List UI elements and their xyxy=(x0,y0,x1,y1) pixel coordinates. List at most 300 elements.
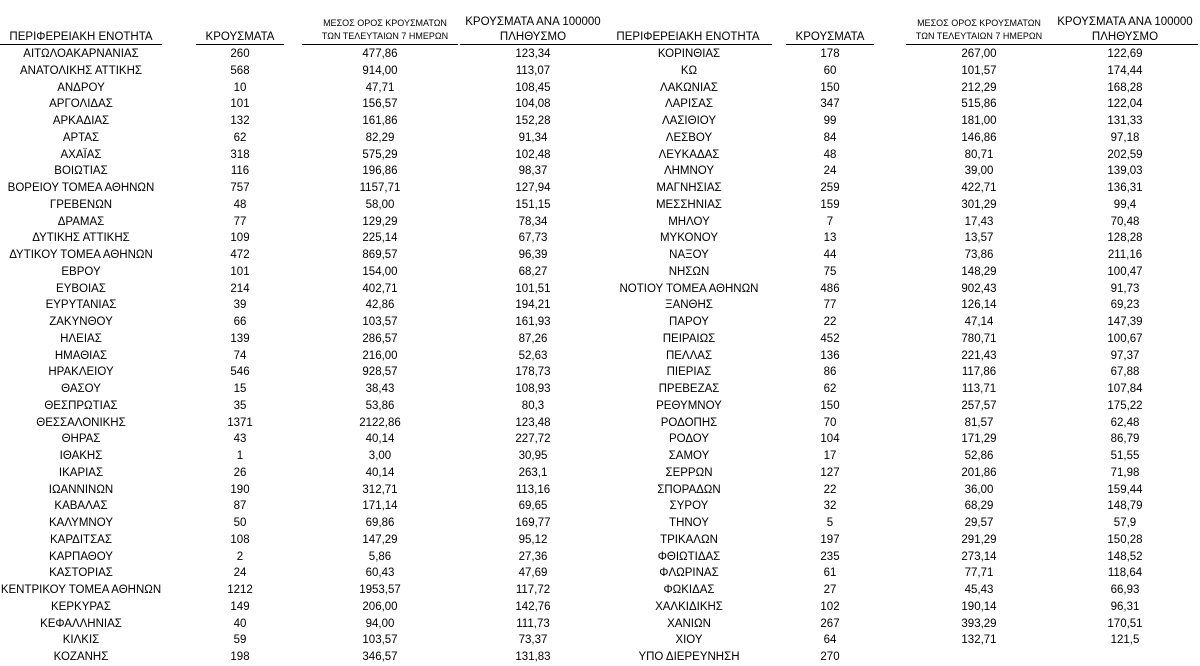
right-cases-cell: 24 xyxy=(823,165,837,178)
header-divider xyxy=(0,44,162,45)
right-region-cell: ΞΑΝΘΗΣ xyxy=(665,299,713,312)
left-region-cell: ΔΥΤΙΚΟΥ ΤΟΜΕΑ ΑΘΗΝΩΝ xyxy=(9,249,153,261)
table-row xyxy=(0,80,1200,97)
table-row xyxy=(0,616,1200,633)
right-per100k-cell: 175,22 xyxy=(1107,399,1143,412)
table-row xyxy=(0,180,1200,197)
right-region-cell: ΛΗΜΝΟΥ xyxy=(663,165,715,178)
right-per100k-cell: 97,18 xyxy=(1110,131,1140,144)
right-avg-cell: 68,29 xyxy=(964,500,994,513)
header-per100k-left-line2: ΠΛΗΘΥΣΜΟ xyxy=(499,31,567,43)
left-region-cell: ΙΚΑΡΙΑΣ xyxy=(58,466,104,479)
header-divider xyxy=(196,44,284,45)
left-cases-cell: 757 xyxy=(230,182,250,194)
right-avg-cell: 81,57 xyxy=(964,416,994,429)
right-region-cell: ΛΑΣΙΘΙΟΥ xyxy=(661,115,717,127)
left-cases-cell: 108 xyxy=(230,533,250,546)
right-region-cell: ΠΕΙΡΑΙΩΣ xyxy=(662,332,716,345)
left-region-cell: ΒΟΙΩΤΙΑΣ xyxy=(54,165,108,178)
left-region-cell: ΑΝΑΤΟΛΙΚΗΣ ΑΤΤΙΚΗΣ xyxy=(19,64,142,77)
left-avg-cell: 402,71 xyxy=(362,282,398,295)
left-avg-cell: 69,86 xyxy=(365,517,395,529)
header-cases-left: ΚΡΟΥΣΜΑΤΑ xyxy=(205,31,275,43)
left-region-cell: ΙΩΑΝΝΙΝΩΝ xyxy=(48,483,114,496)
header-divider xyxy=(460,44,606,45)
table-row xyxy=(0,498,1200,515)
left-cases-cell: 260 xyxy=(230,48,250,60)
left-region-cell: ΕΥΡΥΤΑΝΙΑΣ xyxy=(45,299,117,312)
right-avg-cell: 181,00 xyxy=(961,115,997,127)
right-per100k-cell: 131,33 xyxy=(1107,115,1143,127)
right-avg-cell: 422,71 xyxy=(961,182,997,194)
left-per100k-cell: 102,48 xyxy=(515,148,551,161)
right-region-cell: ΝΑΞΟΥ xyxy=(669,249,709,261)
table-row xyxy=(0,197,1200,214)
header-avg-right-line2: ΤΩΝ ΤΕΛΕΥΤΑΙΩΝ 7 ΗΜΕΡΩΝ xyxy=(915,31,1043,41)
table-row xyxy=(0,247,1200,264)
table-row xyxy=(0,565,1200,582)
right-per100k-cell: 128,28 xyxy=(1107,232,1143,245)
header-per100k-right-line1: ΚΡΟΥΣΜΑΤΑ ΑΝΑ 100000 xyxy=(1057,16,1193,28)
header-divider xyxy=(606,44,772,45)
left-per100k-cell: 78,34 xyxy=(518,215,548,228)
left-cases-cell: 1 xyxy=(236,450,244,462)
left-region-cell: ΚΟΖΑΝΗΣ xyxy=(53,651,109,663)
right-cases-cell: 17 xyxy=(823,450,837,462)
right-avg-cell: 267,00 xyxy=(961,48,997,60)
right-avg-cell: 132,71 xyxy=(961,634,997,647)
left-per100k-cell: 151,15 xyxy=(515,198,551,211)
left-cases-cell: 214 xyxy=(230,282,250,295)
header-region-right: ΠΕΡΙΦΕΡΕΙΑΚΗ ΕΝΟΤΗΤΑ xyxy=(616,31,760,43)
right-per100k-cell: 122,04 xyxy=(1107,98,1143,111)
right-avg-cell: 515,86 xyxy=(961,98,997,111)
left-per100k-cell: 169,77 xyxy=(515,517,551,529)
left-per100k-cell: 96,39 xyxy=(518,249,548,261)
right-cases-cell: 104 xyxy=(820,433,840,446)
table-row xyxy=(0,264,1200,281)
right-per100k-cell: 69,23 xyxy=(1110,299,1140,312)
left-per100k-cell: 68,27 xyxy=(518,265,548,278)
table-row xyxy=(0,113,1200,130)
left-avg-cell: 103,57 xyxy=(362,634,398,647)
right-cases-cell: 486 xyxy=(820,282,840,295)
left-region-cell: ΚΑΡΠΑΘΟΥ xyxy=(49,550,113,563)
left-avg-cell: 154,00 xyxy=(362,265,398,278)
right-region-cell: ΜΥΚΟΝΟΥ xyxy=(659,232,719,245)
table-row xyxy=(0,482,1200,499)
left-avg-cell: 312,71 xyxy=(362,483,398,496)
table-row xyxy=(0,46,1200,63)
left-avg-cell: 869,57 xyxy=(362,249,398,261)
right-per100k-cell: 107,84 xyxy=(1107,383,1143,395)
left-cases-cell: 26 xyxy=(233,466,247,479)
left-per100k-cell: 104,08 xyxy=(515,98,551,111)
right-avg-cell: 52,86 xyxy=(964,450,994,462)
right-cases-cell: 197 xyxy=(820,533,840,546)
table-row xyxy=(0,230,1200,247)
table-row xyxy=(0,448,1200,465)
table-row xyxy=(0,281,1200,298)
right-cases-cell: 48 xyxy=(823,148,837,161)
right-cases-cell: 235 xyxy=(820,550,840,563)
right-avg-cell: 212,29 xyxy=(961,81,997,94)
right-cases-cell: 259 xyxy=(820,182,840,194)
right-cases-cell: 127 xyxy=(820,466,840,479)
left-avg-cell: 60,43 xyxy=(365,567,395,580)
left-cases-cell: 101 xyxy=(230,98,250,111)
left-per100k-cell: 117,72 xyxy=(515,584,551,596)
left-avg-cell: 5,86 xyxy=(368,550,392,563)
right-region-cell: ΝΟΤΙΟΥ ΤΟΜΕΑ ΑΘΗΝΩΝ xyxy=(619,282,759,295)
table-row xyxy=(0,381,1200,398)
header-avg-left-line1: ΜΕΣΟΣ ΟΡΟΣ ΚΡΟΥΣΜΑΤΩΝ xyxy=(323,18,447,28)
left-per100k-cell: 91,34 xyxy=(518,131,548,144)
left-cases-cell: 2 xyxy=(236,550,244,563)
left-avg-cell: 196,86 xyxy=(362,165,398,178)
header-per100k-right-line2: ΠΛΗΘΥΣΜΟ xyxy=(1091,31,1159,43)
left-avg-cell: 94,00 xyxy=(365,617,395,630)
right-region-cell: ΠΡΕΒΕΖΑΣ xyxy=(658,383,720,395)
table-row xyxy=(0,96,1200,113)
right-avg-cell xyxy=(906,649,1052,666)
left-per100k-cell: 30,95 xyxy=(518,450,548,462)
table-row xyxy=(0,348,1200,365)
right-region-cell: ΦΛΩΡΙΝΑΣ xyxy=(659,567,719,580)
right-region-cell: ΣΠΟΡΑΔΩΝ xyxy=(657,483,721,496)
left-avg-cell: 103,57 xyxy=(362,316,398,328)
right-per100k-cell: 66,93 xyxy=(1110,584,1140,596)
left-region-cell: ΚΑΒΑΛΑΣ xyxy=(54,500,108,513)
right-cases-cell: 22 xyxy=(823,316,837,328)
right-cases-cell: 84 xyxy=(823,131,837,144)
left-cases-cell: 116 xyxy=(230,165,250,178)
right-cases-cell: 99 xyxy=(823,115,837,127)
right-avg-cell: 273,14 xyxy=(961,550,997,563)
header-region-left: ΠΕΡΙΦΕΡΕΙΑΚΗ ΕΝΟΤΗΤΑ xyxy=(9,31,153,43)
table-header xyxy=(0,0,1200,46)
table-row xyxy=(0,163,1200,180)
right-region-cell: ΣΕΡΡΩΝ xyxy=(665,466,713,479)
right-avg-cell: 77,71 xyxy=(964,567,994,580)
right-per100k-cell: 67,88 xyxy=(1110,366,1140,379)
left-cases-cell: 39 xyxy=(233,299,247,312)
right-per100k-cell: 70,48 xyxy=(1110,215,1140,228)
right-region-cell: ΡΟΔΟΠΗΣ xyxy=(660,416,718,429)
left-per100k-cell: 131,83 xyxy=(515,651,551,663)
left-avg-cell: 129,29 xyxy=(362,215,398,228)
right-region-cell: ΦΩΚΙΔΑΣ xyxy=(663,584,715,596)
right-per100k-cell: 150,28 xyxy=(1107,533,1143,546)
right-per100k-cell: 147,39 xyxy=(1107,316,1143,328)
right-region-cell: ΧΙΟΥ xyxy=(675,634,703,647)
right-avg-cell: 221,43 xyxy=(961,349,997,362)
left-cases-cell: 101 xyxy=(230,265,250,278)
right-region-cell: ΚΩ xyxy=(680,64,698,77)
right-avg-cell: 146,86 xyxy=(961,131,997,144)
right-region-cell: ΛΑΚΩΝΙΑΣ xyxy=(660,81,718,94)
left-cases-cell: 24 xyxy=(233,567,247,580)
left-cases-cell: 109 xyxy=(230,232,250,245)
left-cases-cell: 35 xyxy=(233,399,247,412)
left-cases-cell: 318 xyxy=(230,148,250,161)
table-row xyxy=(0,214,1200,231)
table-row xyxy=(0,515,1200,532)
right-per100k-cell: 121,5 xyxy=(1110,634,1140,647)
header-avg-left-line2: ΤΩΝ ΤΕΛΕΥΤΑΙΩΝ 7 ΗΜΕΡΩΝ xyxy=(321,31,449,41)
table-row xyxy=(0,649,1200,666)
left-avg-cell: 3,00 xyxy=(368,450,392,462)
right-avg-cell: 117,86 xyxy=(961,366,997,379)
right-per100k-cell: 170,51 xyxy=(1107,617,1143,630)
left-region-cell: ΙΘΑΚΗΣ xyxy=(59,450,103,462)
right-cases-cell: 102 xyxy=(820,600,840,613)
right-cases-cell: 75 xyxy=(823,265,837,278)
right-cases-cell: 136 xyxy=(820,349,840,362)
left-avg-cell: 58,00 xyxy=(365,198,395,211)
left-avg-cell: 216,00 xyxy=(362,349,398,362)
left-per100k-cell: 142,76 xyxy=(515,600,551,613)
right-avg-cell: 257,57 xyxy=(961,399,997,412)
right-avg-cell: 101,57 xyxy=(961,64,997,77)
header-divider xyxy=(906,44,1052,45)
table-row xyxy=(0,63,1200,80)
left-cases-cell: 48 xyxy=(233,198,247,211)
right-cases-cell: 62 xyxy=(823,383,837,395)
right-avg-cell: 36,00 xyxy=(964,483,994,496)
right-avg-cell: 113,71 xyxy=(961,383,997,395)
table-row xyxy=(0,331,1200,348)
header-per100k-left-line1: ΚΡΟΥΣΜΑΤΑ ΑΝΑ 100000 xyxy=(465,16,601,28)
right-cases-cell: 452 xyxy=(820,332,840,345)
table-row xyxy=(0,582,1200,599)
right-per100k-cell: 71,98 xyxy=(1110,466,1140,479)
left-cases-cell: 62 xyxy=(233,131,247,144)
right-avg-cell: 29,57 xyxy=(964,517,994,529)
table-row xyxy=(0,599,1200,616)
left-avg-cell: 38,43 xyxy=(365,383,395,395)
left-avg-cell: 286,57 xyxy=(362,332,398,345)
right-per100k-cell: 148,79 xyxy=(1107,500,1143,513)
right-avg-cell: 39,00 xyxy=(964,165,994,178)
table-row xyxy=(0,632,1200,649)
right-per100k-cell: 202,59 xyxy=(1107,148,1143,161)
right-per100k-cell: 139,03 xyxy=(1107,165,1143,178)
table-row xyxy=(0,147,1200,164)
left-avg-cell: 40,14 xyxy=(365,433,395,446)
left-per100k-cell: 123,34 xyxy=(515,48,551,60)
left-avg-cell: 82,29 xyxy=(365,131,395,144)
right-per100k-cell: 99,4 xyxy=(1113,198,1137,211)
table-row xyxy=(0,314,1200,331)
right-region-cell: ΡΕΘΥΜΝΟΥ xyxy=(656,399,722,412)
left-per100k-cell: 108,93 xyxy=(515,383,551,395)
right-per100k-cell: 86,79 xyxy=(1110,433,1140,446)
left-cases-cell: 40 xyxy=(233,617,247,630)
right-cases-cell: 270 xyxy=(820,651,840,663)
left-region-cell: ΑΡΤΑΣ xyxy=(62,131,100,144)
right-per100k-cell: 62,48 xyxy=(1110,416,1140,429)
left-region-cell: ΚΑΡΔΙΤΣΑΣ xyxy=(50,533,112,546)
left-region-cell: ΑΙΤΩΛΟΑΚΑΡΝΑΝΙΑΣ xyxy=(23,48,139,60)
right-avg-cell: 126,14 xyxy=(961,299,997,312)
left-per100k-cell: 69,65 xyxy=(518,500,548,513)
left-cases-cell: 74 xyxy=(233,349,247,362)
right-per100k-cell: 97,37 xyxy=(1110,349,1140,362)
left-region-cell: ΚΑΣΤΟΡΙΑΣ xyxy=(49,567,113,580)
right-region-cell: ΛΕΣΒΟΥ xyxy=(665,131,713,144)
left-cases-cell: 1212 xyxy=(227,584,253,596)
left-avg-cell: 1953,57 xyxy=(359,584,401,596)
left-region-cell: ΒΟΡΕΙΟΥ ΤΟΜΕΑ ΑΘΗΝΩΝ xyxy=(7,182,155,194)
right-region-cell: ΣΥΡΟΥ xyxy=(669,500,709,513)
right-cases-cell: 13 xyxy=(823,232,837,245)
left-cases-cell: 1371 xyxy=(227,416,253,429)
right-avg-cell: 291,29 xyxy=(961,533,997,546)
right-per100k-cell: 174,44 xyxy=(1107,64,1143,77)
right-cases-cell: 267 xyxy=(820,617,840,630)
left-cases-cell: 66 xyxy=(233,316,247,328)
left-per100k-cell: 80,3 xyxy=(521,399,545,412)
left-avg-cell: 161,86 xyxy=(362,115,398,127)
table-row xyxy=(0,364,1200,381)
header-avg-right-line1: ΜΕΣΟΣ ΟΡΟΣ ΚΡΟΥΣΜΑΤΩΝ xyxy=(917,18,1041,28)
left-per100k-cell: 161,93 xyxy=(515,316,551,328)
right-region-cell: ΝΗΣΩΝ xyxy=(668,265,710,278)
right-per100k-cell: 211,16 xyxy=(1107,249,1143,261)
left-per100k-cell: 73,37 xyxy=(518,634,548,647)
left-cases-cell: 139 xyxy=(230,332,250,345)
left-region-cell: ΚΙΛΚΙΣ xyxy=(62,634,100,647)
left-region-cell: ΘΕΣΠΡΩΤΙΑΣ xyxy=(44,399,118,412)
left-region-cell: ΚΕΝΤΡΙΚΟΥ ΤΟΜΕΑ ΑΘΗΝΩΝ xyxy=(0,584,162,596)
table-row xyxy=(0,130,1200,147)
right-region-cell: ΡΟΔΟΥ xyxy=(668,433,710,446)
right-cases-cell: 159 xyxy=(820,198,840,211)
right-cases-cell: 150 xyxy=(820,81,840,94)
right-avg-cell: 17,43 xyxy=(964,215,994,228)
left-avg-cell: 53,86 xyxy=(365,399,395,412)
left-region-cell: ΘΗΡΑΣ xyxy=(61,433,101,446)
left-region-cell: ΚΕΦΑΛΛΗΝΙΑΣ xyxy=(40,617,122,630)
left-cases-cell: 149 xyxy=(230,600,250,613)
right-per100k-cell: 51,55 xyxy=(1110,450,1140,462)
left-avg-cell: 477,86 xyxy=(362,48,398,60)
left-avg-cell: 40,14 xyxy=(365,466,395,479)
left-per100k-cell: 194,21 xyxy=(515,299,551,312)
left-region-cell: ΑΧΑΪΑΣ xyxy=(60,148,102,161)
header-divider xyxy=(1052,44,1198,45)
table-row xyxy=(0,431,1200,448)
left-avg-cell: 225,14 xyxy=(362,232,398,245)
table-row xyxy=(0,398,1200,415)
left-per100k-cell: 263,1 xyxy=(518,466,548,479)
left-per100k-cell: 113,07 xyxy=(515,64,551,77)
left-per100k-cell: 111,73 xyxy=(516,617,550,630)
right-avg-cell: 393,29 xyxy=(961,617,997,630)
left-per100k-cell: 152,28 xyxy=(515,115,551,127)
right-region-cell: ΧΑΛΚΙΔΙΚΗΣ xyxy=(655,600,723,613)
left-per100k-cell: 67,73 xyxy=(518,232,548,245)
right-region-cell: ΥΠΟ ΔΙΕΡΕΥΝΗΣΗ xyxy=(638,651,740,663)
right-avg-cell: 148,29 xyxy=(961,265,997,278)
right-region-cell: ΛΕΥΚΑΔΑΣ xyxy=(658,148,720,161)
right-avg-cell: 301,29 xyxy=(961,198,997,211)
right-region-cell: ΛΑΡΙΣΑΣ xyxy=(664,98,714,111)
left-avg-cell: 147,29 xyxy=(362,533,398,546)
right-cases-cell: 347 xyxy=(820,98,840,111)
left-region-cell: ΑΝΔΡΟΥ xyxy=(57,81,105,94)
left-avg-cell: 914,00 xyxy=(362,64,398,77)
left-region-cell: ΓΡΕΒΕΝΩΝ xyxy=(49,198,113,211)
right-per100k-cell: 96,31 xyxy=(1110,600,1140,613)
left-cases-cell: 43 xyxy=(233,433,247,446)
left-avg-cell: 1157,71 xyxy=(359,182,401,194)
right-cases-cell: 61 xyxy=(823,567,837,580)
right-region-cell: ΜΗΛΟΥ xyxy=(668,215,710,228)
left-per100k-cell: 227,72 xyxy=(515,433,551,446)
right-cases-cell: 70 xyxy=(823,416,837,429)
right-cases-cell: 27 xyxy=(823,584,837,596)
left-region-cell: ΘΕΣΣΑΛΟΝΙΚΗΣ xyxy=(36,416,126,429)
right-avg-cell: 902,43 xyxy=(961,282,997,295)
header-divider xyxy=(302,44,458,45)
right-region-cell: ΠΙΕΡΙΑΣ xyxy=(666,366,712,379)
left-region-cell: ΘΑΣΟΥ xyxy=(61,383,101,395)
right-cases-cell: 5 xyxy=(826,517,834,529)
right-region-cell: ΧΑΝΙΩΝ xyxy=(667,617,711,630)
right-avg-cell: 780,71 xyxy=(961,332,997,345)
right-cases-cell: 86 xyxy=(823,366,837,379)
left-region-cell: ΕΒΡΟΥ xyxy=(61,265,101,278)
table-row xyxy=(0,297,1200,314)
header-divider xyxy=(786,44,874,45)
left-per100k-cell: 98,37 xyxy=(518,165,548,178)
left-avg-cell: 928,57 xyxy=(362,366,398,379)
left-avg-cell: 2122,86 xyxy=(359,416,401,429)
left-avg-cell: 42,86 xyxy=(365,299,395,312)
left-cases-cell: 132 xyxy=(230,115,250,127)
right-avg-cell: 190,14 xyxy=(961,600,997,613)
left-cases-cell: 190 xyxy=(230,483,250,496)
right-avg-cell: 80,71 xyxy=(964,148,994,161)
right-region-cell: ΚΟΡΙΝΘΙΑΣ xyxy=(657,48,721,60)
left-region-cell: ΗΜΑΘΙΑΣ xyxy=(54,349,108,362)
right-cases-cell: 77 xyxy=(823,299,837,312)
left-region-cell: ΑΡΚΑΔΙΑΣ xyxy=(52,115,110,127)
left-region-cell: ΚΑΛΥΜΝΟΥ xyxy=(49,517,113,529)
left-region-cell: ΕΥΒΟΙΑΣ xyxy=(56,282,106,295)
header-cases-right: ΚΡΟΥΣΜΑΤΑ xyxy=(795,31,865,43)
left-region-cell: ΔΥΤΙΚΗΣ ΑΤΤΙΚΗΣ xyxy=(32,232,130,245)
left-cases-cell: 77 xyxy=(233,215,247,228)
left-per100k-cell: 52,63 xyxy=(518,349,548,362)
right-cases-cell: 44 xyxy=(823,249,837,261)
left-region-cell: ΔΡΑΜΑΣ xyxy=(57,215,105,228)
right-avg-cell: 73,86 xyxy=(964,249,994,261)
left-cases-cell: 198 xyxy=(230,651,250,663)
left-avg-cell: 156,57 xyxy=(362,98,398,111)
left-avg-cell: 575,29 xyxy=(362,148,398,161)
right-cases-cell: 60 xyxy=(823,64,837,77)
left-per100k-cell: 95,12 xyxy=(518,533,548,546)
right-cases-cell: 7 xyxy=(826,215,834,228)
right-per100k-cell: 136,31 xyxy=(1107,182,1143,194)
table-row xyxy=(0,465,1200,482)
right-avg-cell: 45,43 xyxy=(964,584,994,596)
left-region-cell: ΗΛΕΙΑΣ xyxy=(60,332,102,345)
left-per100k-cell: 47,69 xyxy=(518,567,548,580)
